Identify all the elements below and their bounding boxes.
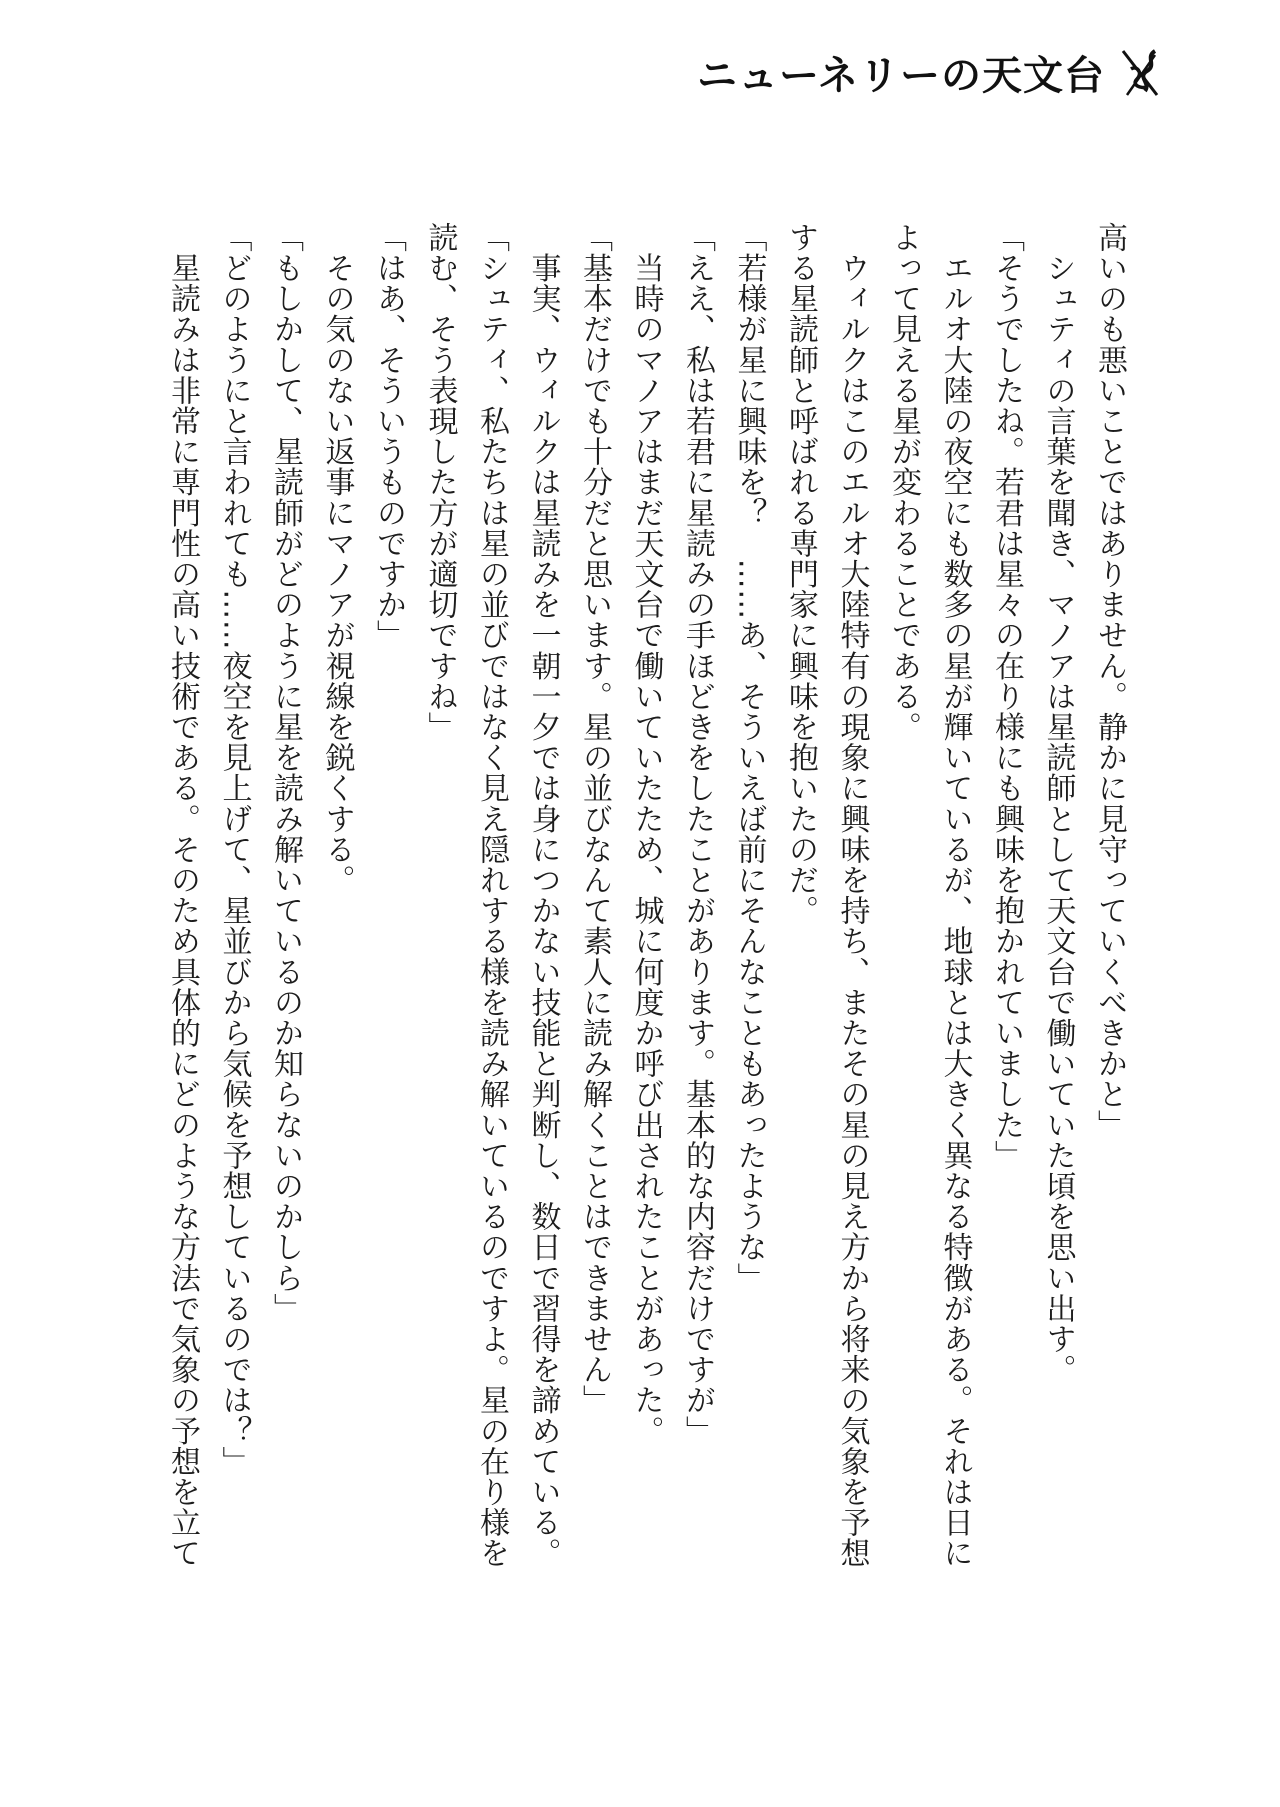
text-line: よって見える星が変わることである。 bbox=[886, 222, 921, 743]
text-line: 「そうでしたね。若君は星々の在り様にも興味を抱かれていました」 bbox=[989, 222, 1024, 1171]
text-line: 「はあ、そういうものですか」 bbox=[371, 222, 406, 651]
text-line: その気のない返事にマノアが視線を鋭くする。 bbox=[319, 222, 355, 896]
text-line: 「基本だけでも十分だと思います。星の並びなんて素人に読み解くことはできません」 bbox=[577, 222, 612, 1416]
text-line: 当時のマノアはまだ天文台で働いていたため、城に何度か呼び出されたことがあった。 bbox=[628, 222, 664, 1446]
text-line: 読む、そう表現した方が適切ですね」 bbox=[422, 222, 458, 743]
running-header bbox=[697, 44, 1165, 101]
text-line: 「どのようにと言われても……夜空を見上げて、星並びから気候を予想しているのでは？」 bbox=[216, 222, 252, 1477]
text-line: 事実、ウィルクは星読みを一朝一夕では身につかない技能と判断し、数日で習得を諦めている。 bbox=[525, 222, 561, 1569]
sword-and-serpent-emblem-icon bbox=[1117, 47, 1165, 99]
vertical-body-text bbox=[155, 222, 1135, 1569]
text-line: 「もしかして、星読師がどのように星を読み解いているのか知らないのかしら」 bbox=[268, 222, 303, 1324]
text-line: 「シュティ、私たちは星の並びではなく見え隠れする様を読み解いているのですよ。星の在り様を bbox=[474, 222, 509, 1569]
text-line: 星読みは非常に専門性の高い技術である。そのため具体的にどのような方法で気象の予想を立て bbox=[165, 222, 200, 1569]
text-line: エルオ大陸の夜空にも数多の星が輝いているが、地球とは大きく異なる特徴がある。それは日に bbox=[937, 222, 973, 1569]
text-line: 高いのも悪いことではありません。静かに見守っていくべきかと」 bbox=[1092, 222, 1127, 1140]
book-title: ニューネリーの天文台 bbox=[697, 52, 1105, 99]
text-line: する星読師と呼ばれる専門家に興味を抱いたのだ。 bbox=[783, 222, 818, 926]
text-line: 「若様が星に興味を？ ……あ、そういえば前にそんなこともあったような」 bbox=[731, 222, 767, 1293]
text-line: ウィルクはこのエルオ大陸特有の現象に興味を持ち、またその星の見え方から将来の気象を予想 bbox=[834, 222, 870, 1569]
text-line: 「ええ、私は若君に星読みの手ほどきをしたことがあります。基本的な内容だけですが」 bbox=[680, 222, 715, 1446]
text-line: シュティの言葉を聞き、マノアは星読師として天文台で働いていた頃を思い出す。 bbox=[1040, 222, 1076, 1385]
